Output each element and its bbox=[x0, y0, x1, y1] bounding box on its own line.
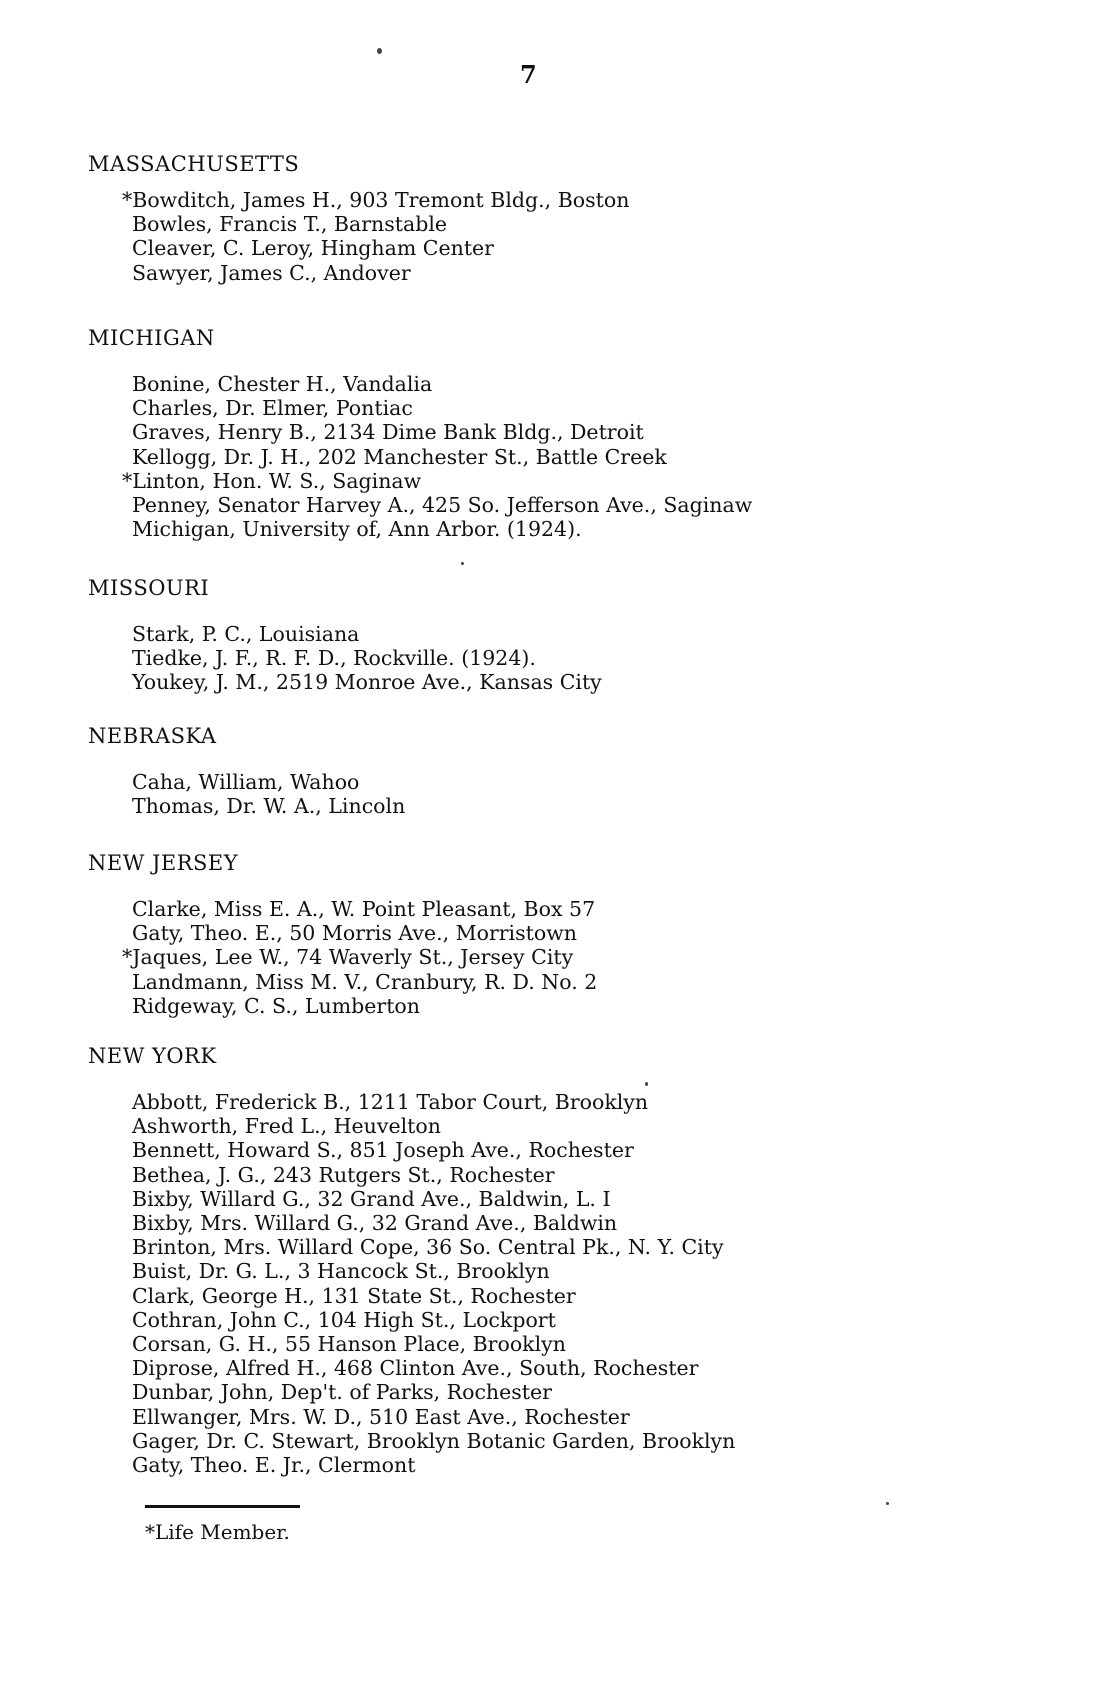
list-item: Dunbar, John, Dep't. of Parks, Rochester bbox=[132, 1380, 552, 1405]
list-item: Ellwanger, Mrs. W. D., 510 East Ave., Rochester bbox=[132, 1404, 630, 1429]
section-title: NEW JERSEY bbox=[88, 851, 239, 875]
list-item: Thomas, Dr. W. A., Lincoln bbox=[132, 794, 406, 819]
list-item: Landmann, Miss M. V., Cranbury, R. D. No. 2 bbox=[132, 969, 598, 994]
list-item: Michigan, University of, Ann Arbor. (1924). bbox=[132, 517, 582, 542]
print-speck bbox=[886, 1502, 889, 1505]
print-speck bbox=[461, 562, 464, 565]
list-item: * Linton, Hon. W. S., Saginaw bbox=[122, 469, 988, 493]
list-item: Bowles, Francis T., Barnstable bbox=[132, 212, 448, 237]
entry-list bbox=[132, 372, 988, 541]
list-item: Stark, P. C., Louisiana bbox=[132, 622, 360, 646]
list-item: Tiedke, J. F., R. F. D., Rockville. (1924). bbox=[132, 646, 536, 671]
section-title: MASSACHUSETTS bbox=[88, 152, 300, 176]
section-title: MICHIGAN bbox=[88, 326, 215, 350]
section-new-jersey bbox=[88, 851, 988, 1018]
section-title: NEW YORK bbox=[88, 1044, 217, 1068]
list-item: Bixby, Mrs. Willard G., 32 Grand Ave., Baldwin bbox=[132, 1211, 618, 1236]
list-item: * Jaques, Lee W., 74 Waverly St., Jersey City bbox=[122, 945, 988, 969]
list-item: Graves, Henry B., 2134 Dime Bank Bldg., Detroit bbox=[132, 420, 644, 445]
list-item: Youkey, J. M., 2519 Monroe Ave., Kansas City bbox=[132, 670, 602, 695]
section-michigan bbox=[88, 326, 988, 541]
entry-list bbox=[132, 1090, 988, 1477]
list-item: Abbott, Frederick B., 1211 Tabor Court, Brooklyn bbox=[132, 1090, 649, 1114]
list-item: Bonine, Chester H., Vandalia bbox=[132, 372, 433, 396]
list-item: Corsan, G. H., 55 Hanson Place, Brooklyn bbox=[132, 1332, 566, 1357]
page-number: 7 bbox=[520, 60, 537, 89]
list-item: Sawyer, James C., Andover bbox=[132, 260, 411, 285]
list-item: Bethea, J. G., 243 Rutgers St., Rochester bbox=[132, 1162, 555, 1187]
list-item: * Bowditch, James H., 903 Tremont Bldg., Boston bbox=[122, 188, 988, 212]
list-item: Ridgeway, C. S., Lumberton bbox=[132, 993, 420, 1018]
list-item: Caha, William, Wahoo bbox=[132, 770, 360, 794]
list-item: Penney, Senator Harvey A., 425 So. Jefferson Ave., Saginaw bbox=[132, 493, 753, 518]
footnote-divider bbox=[145, 1505, 300, 1508]
entry-list bbox=[132, 188, 988, 285]
list-item: Gaty, Theo. E., 50 Morris Ave., Morristown bbox=[132, 921, 577, 946]
list-item: Kellogg, Dr. J. H., 202 Manchester St., Battle Creek bbox=[132, 444, 667, 469]
list-item: Ashworth, Fred L., Heuvelton bbox=[132, 1114, 441, 1139]
list-item: Clark, George H., 131 State St., Rochester bbox=[132, 1283, 576, 1308]
print-speck bbox=[645, 1082, 648, 1086]
list-item: Charles, Dr. Elmer, Pontiac bbox=[132, 396, 413, 421]
entry-list bbox=[132, 622, 988, 695]
list-item: Brinton, Mrs. Willard Cope, 36 So. Central Pk., N. Y. City bbox=[132, 1235, 724, 1260]
list-item: Buist, Dr. G. L., 3 Hancock St., Brooklyn bbox=[132, 1259, 550, 1284]
section-new-york bbox=[88, 1044, 988, 1477]
list-item: Bennett, Howard S., 851 Joseph Ave., Rochester bbox=[132, 1138, 634, 1163]
entry-list bbox=[132, 897, 988, 1018]
section-title: MISSOURI bbox=[88, 576, 210, 600]
section-nebraska bbox=[88, 724, 988, 818]
section-missouri bbox=[88, 576, 988, 695]
list-item: Cothran, John C., 104 High St., Lockport bbox=[132, 1307, 556, 1332]
entry-list bbox=[132, 770, 988, 818]
list-item: Diprose, Alfred H., 468 Clinton Ave., South, Rochester bbox=[132, 1356, 699, 1381]
list-item: Gager, Dr. C. Stewart, Brooklyn Botanic Garden, Brooklyn bbox=[132, 1428, 736, 1453]
list-item: Cleaver, C. Leroy, Hingham Center bbox=[132, 236, 494, 261]
print-speck bbox=[377, 48, 382, 54]
section-massachusetts bbox=[88, 152, 988, 285]
section-title: NEBRASKA bbox=[88, 724, 217, 748]
list-item: Clarke, Miss E. A., W. Point Pleasant, Box 57 bbox=[132, 897, 596, 921]
list-item: Gaty, Theo. E. Jr., Clermont bbox=[132, 1453, 416, 1478]
list-item: Bixby, Willard G., 32 Grand Ave., Baldwin, L. I bbox=[132, 1186, 611, 1211]
footnote: *Life Member. bbox=[145, 1520, 290, 1544]
